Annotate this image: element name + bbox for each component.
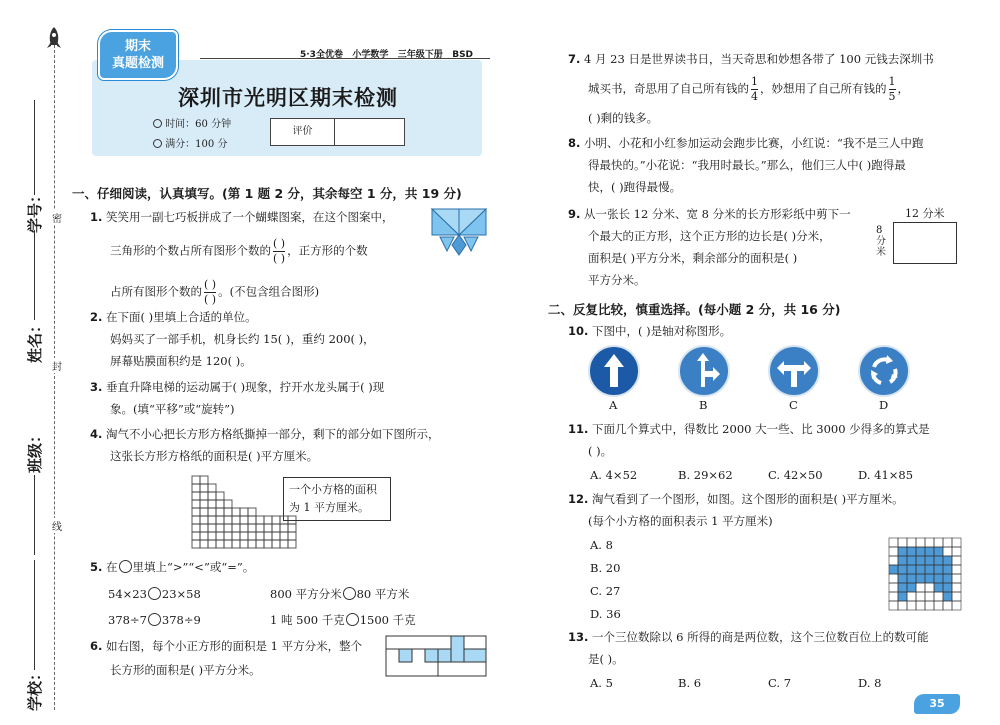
q1-line2b: ，正方形的个数 <box>287 243 368 258</box>
q5-r1-a: 54×23 <box>108 587 147 601</box>
grid-cell <box>907 538 916 547</box>
shape-cell <box>943 583 952 592</box>
badge <box>98 30 178 80</box>
binding-dash-line <box>54 40 55 710</box>
school-line <box>34 560 35 670</box>
grid-cell <box>272 540 280 548</box>
grid-cell <box>952 583 961 592</box>
grid-cell <box>232 516 240 524</box>
grid-cell <box>952 556 961 565</box>
grid-cell <box>200 540 208 548</box>
grid-cell <box>192 532 200 540</box>
field-class[interactable] <box>10 400 45 550</box>
grid-cell <box>200 476 208 484</box>
butterfly-figure <box>430 207 488 269</box>
margin-mark-feng: 封 <box>52 358 62 373</box>
grid-cell <box>224 500 232 508</box>
grid-cell <box>224 508 232 516</box>
q9-line2: 个最大的正方形，这个正方形的边长是( )分米， <box>588 229 831 243</box>
margin-mark-xian: 线 <box>52 518 62 533</box>
grid-cell <box>925 592 934 601</box>
q9-num: 9. <box>568 207 581 221</box>
q8-num: 8. <box>568 136 581 150</box>
q12-num: 12. <box>568 492 589 506</box>
sign-label-c: C <box>789 398 798 412</box>
id-line <box>34 100 35 195</box>
q5-row1 <box>108 585 438 603</box>
q3-line2: 象。(填“平移”或“旋转”) <box>110 402 235 416</box>
field-id[interactable] <box>10 90 45 234</box>
grid-cell <box>952 574 961 583</box>
grid-cell <box>916 592 925 601</box>
shape-cell <box>925 556 934 565</box>
grid-cell <box>952 601 961 610</box>
grid-cell <box>216 532 224 540</box>
q5-r2-circle2[interactable] <box>346 613 359 626</box>
q12-option-b[interactable]: B. 20 <box>590 561 621 575</box>
q5-r1-circle2[interactable] <box>343 587 356 600</box>
q4-line2: 这张长方形方格纸的面积是( )平方厘米。 <box>110 449 319 463</box>
shape-cell <box>934 574 943 583</box>
grid-cell <box>952 592 961 601</box>
grid-cell <box>952 547 961 556</box>
shape-cell <box>925 565 934 574</box>
section1-title: 一、仔细阅读，认真填写。(第 1 题 2 分，其余每空 1 分，共 19 分) <box>72 186 462 201</box>
shape-cell <box>934 556 943 565</box>
roundabout-icon <box>860 347 908 395</box>
q4 <box>90 425 440 465</box>
q7-line2a: 城买书，奇思用了自己所有钱的 <box>588 81 749 96</box>
grid-cell <box>192 516 200 524</box>
grid-cell <box>216 492 224 500</box>
grid-cell <box>200 532 208 540</box>
q12-option-c[interactable]: C. 27 <box>590 584 621 598</box>
grid-cell <box>889 601 898 610</box>
q5 <box>90 558 254 576</box>
left-or-right-icon <box>770 347 818 395</box>
shape-cell <box>916 574 925 583</box>
q8 <box>568 134 923 196</box>
grid-cell <box>240 524 248 532</box>
grid-cell <box>248 540 256 548</box>
grid-cell <box>192 500 200 508</box>
q4-note-line1: 一个小方格的面积 <box>289 483 377 496</box>
grid-cell <box>256 516 264 524</box>
grid-cell <box>889 592 898 601</box>
q12-grid-shape <box>888 537 962 611</box>
shape-cell <box>907 574 916 583</box>
grid-cell <box>280 524 288 532</box>
grid-cell <box>200 524 208 532</box>
shape-cell <box>898 574 907 583</box>
q1-line1: 笑笑用一副七巧板拼成了一个蝴蝶图案，在这个图案中， <box>106 210 394 224</box>
grid-cell <box>208 484 216 492</box>
shape-cell <box>898 556 907 565</box>
shape-cell <box>907 565 916 574</box>
grid-cell <box>916 583 925 592</box>
grid-cell <box>216 516 224 524</box>
score-line <box>153 135 227 150</box>
q7-line3: ( )剩的钱多。 <box>588 111 659 125</box>
page-title: 深圳市光明区期末检测 <box>178 86 398 110</box>
q6-num: 6. <box>90 639 103 653</box>
grid-cell <box>943 538 952 547</box>
grid-cell <box>240 508 248 516</box>
grid-cell <box>934 601 943 610</box>
q2 <box>90 308 375 370</box>
page-number: 35 <box>929 697 945 710</box>
eval-box <box>270 118 405 146</box>
q12-option-d[interactable]: D. 36 <box>590 607 621 621</box>
q8-line2: 得最快的。”小花说：“我用时最长。”那么，他们三人中( )跑得最 <box>588 158 906 172</box>
grid-cell <box>216 508 224 516</box>
sign-label-d: D <box>879 398 889 412</box>
q5-r1-b: 23×58 <box>161 587 201 601</box>
q4-num: 4. <box>90 427 103 441</box>
sign-label-a: A <box>609 398 618 412</box>
grid-cell <box>200 484 208 492</box>
q1-blank-num[interactable]: ( ) <box>273 237 286 250</box>
grid-cell <box>192 540 200 548</box>
q7-frac1-num: 1 <box>751 75 758 88</box>
q11-option-a[interactable]: A. 4×52 <box>590 468 638 482</box>
q1 <box>90 208 394 306</box>
q7-line2b: ，妙想用了自己所有钱的 <box>760 81 887 96</box>
id-label: 学号： <box>26 187 45 234</box>
grid-cell <box>889 574 898 583</box>
q13-option-d[interactable]: D. 8 <box>858 676 882 690</box>
grid-cell <box>208 524 216 532</box>
shape-cell <box>907 547 916 556</box>
grid-cell <box>232 532 240 540</box>
sign-label-b: B <box>699 398 708 412</box>
q6 <box>90 637 362 679</box>
grid-cell <box>898 601 907 610</box>
q10 <box>568 322 731 340</box>
grid-cell <box>280 540 288 548</box>
name-line <box>34 230 35 320</box>
q9-line3: 面积是( )平方分米，剩余部分的面积是( ) <box>588 251 798 265</box>
grid-cell <box>952 538 961 547</box>
straight-arrow-icon <box>590 347 638 395</box>
grid-cell <box>224 540 232 548</box>
shape-cell <box>898 547 907 556</box>
q5-r1-d: 80 平方米 <box>356 587 410 601</box>
grade-label: 三年级下册 <box>397 50 443 60</box>
q12-option-a[interactable]: A. 8 <box>590 538 613 552</box>
grid-cell <box>192 476 200 484</box>
shape-cell <box>943 565 952 574</box>
q10-num: 10. <box>568 324 589 338</box>
grid-cell <box>192 484 200 492</box>
q5-line1b: 里填上“>”“<”或“=”。 <box>132 560 255 574</box>
grid-cell <box>248 516 256 524</box>
eval-input[interactable] <box>335 119 404 145</box>
shape-cell <box>943 574 952 583</box>
badge-line2: 真题检测 <box>111 56 164 71</box>
eval-label: 评价 <box>271 119 335 145</box>
margin-mark-mi: 密 <box>52 210 62 225</box>
grid-cell <box>256 532 264 540</box>
grid-cell <box>200 508 208 516</box>
q5-line1a: 在 <box>106 560 118 574</box>
grid-cell <box>224 516 232 524</box>
school-label: 学校： <box>26 665 45 712</box>
q5-circle-example <box>119 560 132 573</box>
grid-cell <box>907 592 916 601</box>
q13-option-a[interactable]: A. 5 <box>590 676 613 690</box>
sign-d[interactable] <box>858 345 910 397</box>
q5-row2 <box>108 611 438 629</box>
q1-line3a: 占所有图形个数的 <box>110 284 202 299</box>
grid-cell <box>264 532 272 540</box>
clock-icon <box>153 119 162 128</box>
score-label: 满分：100 分 <box>165 139 228 150</box>
shape-cell <box>898 592 907 601</box>
grid-cell <box>248 532 256 540</box>
q6-line1: 如右图，每个小正方形的面积是 1 平方分米，整个 <box>106 639 363 653</box>
edition-label: BSD <box>452 50 474 60</box>
grid-cell <box>248 524 256 532</box>
q4-note-line2: 为 1 平方厘米。 <box>289 501 369 514</box>
sign-c[interactable] <box>768 345 820 397</box>
shape-cell <box>943 556 952 565</box>
q1-line3b: 。(不包含组合图形) <box>218 284 320 299</box>
grid-cell <box>200 500 208 508</box>
q5-num: 5. <box>90 560 103 574</box>
grid-cell <box>240 540 248 548</box>
shape-cell <box>934 583 943 592</box>
q9-rectangle <box>893 222 957 264</box>
grid-cell <box>272 516 280 524</box>
q4-note-box <box>283 477 391 521</box>
shape-cell <box>925 547 934 556</box>
shape-cell <box>943 592 952 601</box>
grid-cell <box>208 508 216 516</box>
grid-cell <box>208 500 216 508</box>
shape-cell <box>916 556 925 565</box>
grid-cell <box>943 601 952 610</box>
grid-cell <box>272 524 280 532</box>
shape-cell <box>916 565 925 574</box>
grid-cell <box>232 540 240 548</box>
grid-cell <box>208 532 216 540</box>
grid-cell <box>192 492 200 500</box>
grid-cell <box>232 524 240 532</box>
grid-cell <box>934 592 943 601</box>
q13-option-b[interactable]: B. 6 <box>678 676 702 690</box>
badge-line1: 期末 <box>124 39 151 54</box>
grid-cell <box>208 540 216 548</box>
q7-frac2-num: 1 <box>888 75 896 88</box>
q7-frac1-den: 4 <box>751 90 758 103</box>
check-icon <box>153 139 162 148</box>
time-line <box>153 115 231 130</box>
q11-option-d[interactable]: D. 41×85 <box>858 468 914 482</box>
q5-r1-c: 800 平方分米 <box>270 587 342 601</box>
grid-cell <box>224 532 232 540</box>
q5-r2-c: 1 吨 500 千克 <box>270 613 345 627</box>
q11-option-c[interactable]: C. 42×50 <box>768 468 823 482</box>
name-label: 姓名： <box>26 317 45 364</box>
q6-rectangle-figure <box>385 635 487 677</box>
grid-cell <box>288 540 296 548</box>
page-number-badge <box>914 694 960 714</box>
rocket-icon <box>45 26 63 55</box>
grid-cell <box>934 538 943 547</box>
grid-cell <box>264 516 272 524</box>
grid-cell <box>264 540 272 548</box>
grid-cell <box>216 524 224 532</box>
q6-line2: 长方形的面积是( )平方分米。 <box>110 663 261 677</box>
q9-line4: 平方分米。 <box>588 273 646 287</box>
field-school[interactable] <box>10 560 45 712</box>
shape-cell <box>934 565 943 574</box>
shape-cell <box>907 583 916 592</box>
grid-cell <box>889 556 898 565</box>
q5-r2-d: 1500 千克 <box>359 613 416 627</box>
grid-cell <box>224 524 232 532</box>
grid-cell <box>925 601 934 610</box>
q13-option-c[interactable]: C. 7 <box>768 676 792 690</box>
q9-length-label: 12 分米 <box>905 207 945 220</box>
sign-a[interactable] <box>588 345 640 397</box>
q11 <box>568 420 930 460</box>
grid-cell <box>916 538 925 547</box>
grid-cell <box>288 524 296 532</box>
q11-num: 11. <box>568 422 589 436</box>
grid-cell <box>898 538 907 547</box>
q1-num: 1. <box>90 210 103 224</box>
q3-num: 3. <box>90 380 103 394</box>
q5-r2-b: 378÷9 <box>161 613 201 627</box>
shape-cell <box>898 565 907 574</box>
q5-r1-circle1[interactable] <box>148 587 161 600</box>
q13 <box>568 628 929 668</box>
q7-frac2-den: 5 <box>888 90 896 103</box>
q7-num: 7. <box>568 52 581 66</box>
grid-cell <box>256 540 264 548</box>
q1-line2a: 三角形的个数占所有图形个数的 <box>110 243 271 258</box>
q11-line1: 下面几个算式中，得数比 2000 大一些、比 3000 少得多的算式是 <box>592 422 930 436</box>
q2-line2: 妈妈买了一部手机，机身长约 15( )，重约 200( )， <box>110 332 375 346</box>
q8-line3: 快，( )跑得最慢。 <box>588 180 682 194</box>
q9-width-label: 8 分米 <box>876 225 886 258</box>
grid-cell <box>256 524 264 532</box>
q3-line1: 垂直升降电梯的运动属于( )现象，拧开水龙头属于( )现 <box>106 380 385 394</box>
q1-blank-num2[interactable]: ( ) <box>204 278 217 291</box>
shape-cell <box>898 583 907 592</box>
q1-blank-den[interactable]: ( ) <box>273 252 286 265</box>
grid-cell <box>916 601 925 610</box>
grid-cell <box>288 532 296 540</box>
subject-label: 小学数学 <box>352 50 389 60</box>
time-label: 时间：60 分钟 <box>165 119 232 130</box>
grid-cell <box>216 540 224 548</box>
header-series-line <box>300 47 473 60</box>
q4-line1: 淘气不小心把长方形方格纸撕掉一部分，剩下的部分如下图所示， <box>106 427 440 441</box>
shape-cell <box>934 547 943 556</box>
grid-cell <box>216 500 224 508</box>
grid-cell <box>272 532 280 540</box>
sign-b[interactable] <box>678 345 730 397</box>
section2-title: 二、反复比较，慎重选择。(每小题 2 分，共 16 分) <box>548 302 841 317</box>
q2-num: 2. <box>90 310 103 324</box>
q12-line1: 淘气看到了一个图形，如图。这个图形的面积是( )平方厘米。 <box>592 492 904 506</box>
q8-line1: 小明、小花和小红参加运动会跑步比赛，小红说：“我不是三人中跑 <box>584 136 924 150</box>
grid-cell <box>208 516 216 524</box>
q2-line1: 在下面( )里填上合适的单位。 <box>106 310 257 324</box>
q9-line1: 从一张长 12 分米、宽 8 分米的长方形彩纸中剪下一 <box>584 207 851 221</box>
grid-cell <box>240 516 248 524</box>
q13-line1: 一个三位数除以 6 所得的商是两位数，这个三位数百位上的数可能 <box>592 630 929 644</box>
class-line <box>34 475 35 555</box>
q9 <box>568 205 851 289</box>
field-name[interactable] <box>10 230 45 390</box>
q13-num: 13. <box>568 630 589 644</box>
q11-line2: ( )。 <box>588 444 613 458</box>
grid-cell <box>889 583 898 592</box>
q5-r2-circle1[interactable] <box>148 613 161 626</box>
grid-cell <box>200 516 208 524</box>
grid-cell <box>889 547 898 556</box>
q1-blank-den2[interactable]: ( ) <box>204 293 217 306</box>
q3 <box>90 378 384 418</box>
shape-cell <box>889 565 898 574</box>
grid-cell <box>200 492 208 500</box>
grid-cell <box>889 538 898 547</box>
class-label: 班级： <box>26 427 45 474</box>
q13-line2: 是( )。 <box>588 652 624 666</box>
grid-cell <box>925 583 934 592</box>
grid-cell <box>208 492 216 500</box>
shape-cell <box>907 556 916 565</box>
grid-cell <box>952 565 961 574</box>
grid-cell <box>943 547 952 556</box>
grid-cell <box>280 532 288 540</box>
series-label: 5·3全优卷 <box>300 50 343 60</box>
grid-cell <box>192 524 200 532</box>
grid-cell <box>264 524 272 532</box>
q10-line1: 下图中，( )是轴对称图形。 <box>592 324 732 338</box>
q11-option-b[interactable]: B. 29×62 <box>678 468 733 482</box>
straight-or-right-icon <box>680 347 728 395</box>
q12-line2: (每个小方格的面积表示 1 平方厘米) <box>588 514 773 528</box>
grid-cell <box>240 532 248 540</box>
q7: 7. 4 月 23 日是世界读书日，当天奇思和妙想各带了 100 元钱去深圳书 城买书，奇思用了自己所有钱的 $\frac{1}{4}$ ，妙想用了自己所有钱的 $\frac{1}{5}$ ， ( )剩的钱多。 <box>568 52 934 125</box>
shape-cell <box>916 547 925 556</box>
grid-cell <box>248 508 256 516</box>
q2-line3: 屏幕贴膜面积约是 120( )。 <box>110 354 252 368</box>
q5-r2-a: 378÷7 <box>108 613 147 627</box>
grid-cell <box>907 601 916 610</box>
shape-cell <box>925 574 934 583</box>
grid-cell <box>192 508 200 516</box>
q7-line1: 4 月 23 日是世界读书日，当天奇思和妙想各带了 100 元钱去深圳书 <box>584 52 934 66</box>
q12 <box>568 490 904 530</box>
grid-cell <box>232 508 240 516</box>
grid-cell <box>925 538 934 547</box>
